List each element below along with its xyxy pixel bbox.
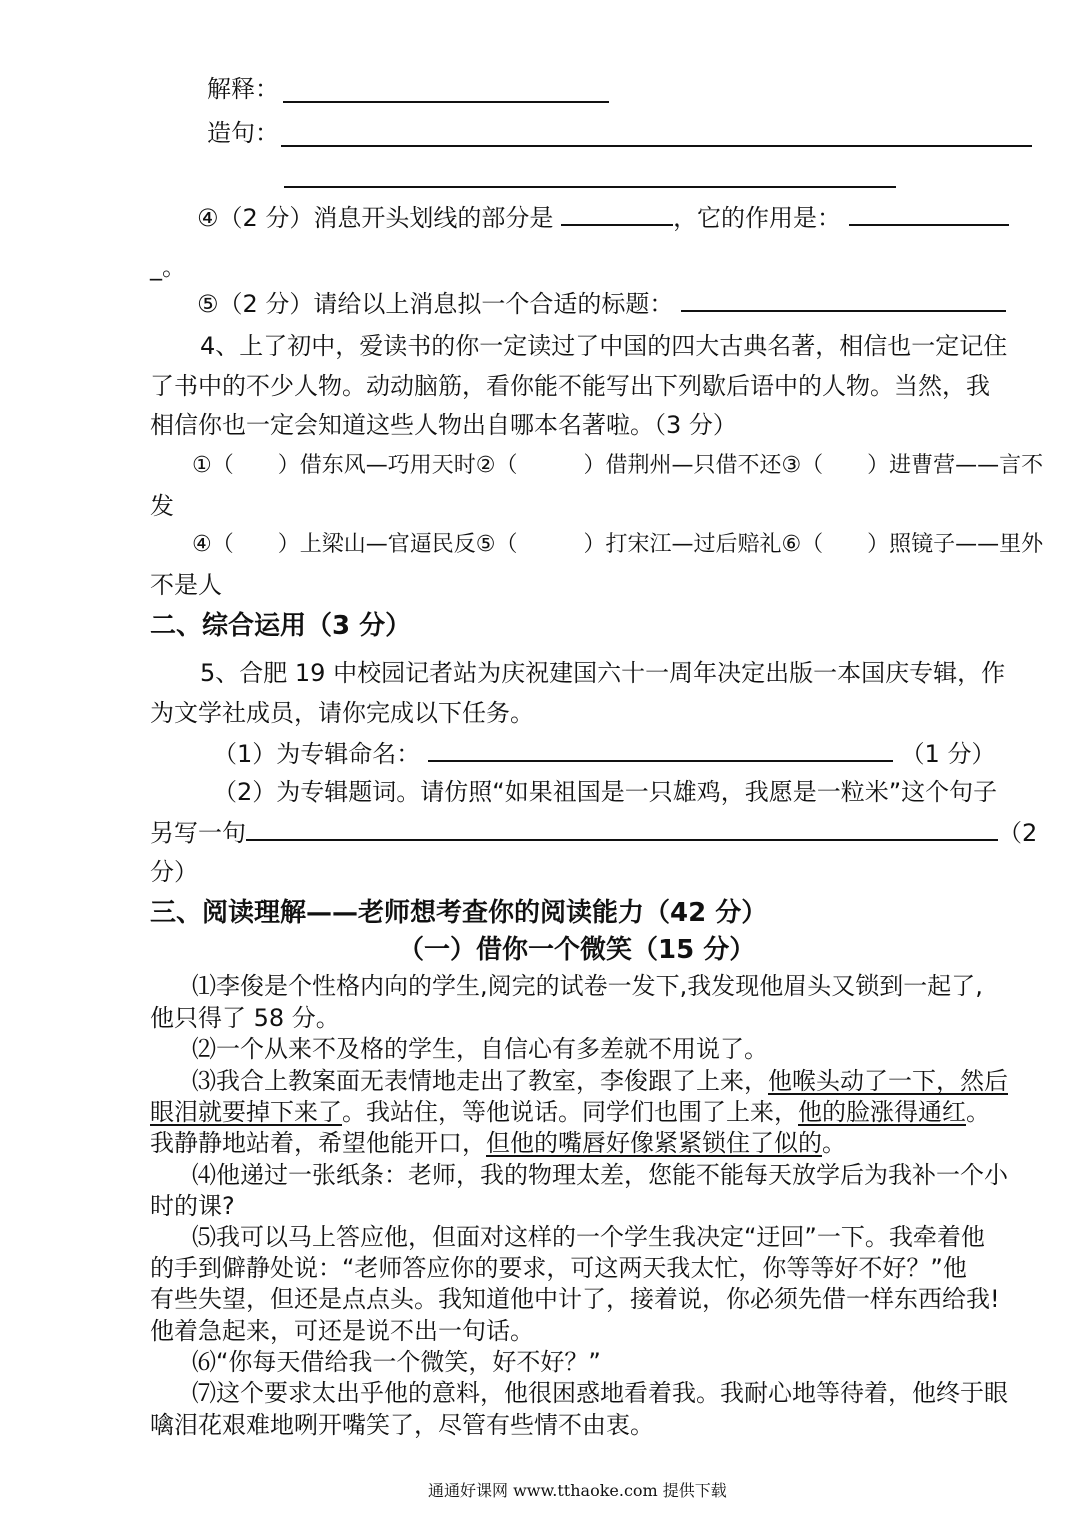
album-name-blank[interactable]: [428, 738, 893, 762]
item4-question: ④（2 分）消息开头划线的部分是 ，它的作用是：: [197, 202, 1009, 233]
q5-sub2-score: 分）: [150, 858, 198, 886]
underlined-sentence-1-end: 眼泪就要掉下来了: [150, 1098, 342, 1126]
paragraph-5-line-3: 有些失望，但还是点点头。我知道他中计了，接着说，你必须先借一样东西给我!: [150, 1285, 1000, 1313]
underlined-sentence-3: 但他的嘴唇好像紧紧锁住了似的: [486, 1129, 822, 1157]
q5-line-1: 5、合肥 19 中校园记者站为庆祝建国六十一周年决定出版一本国庆专辑，作: [200, 659, 1006, 687]
paragraph-4-line-1: ⑷他递过一张纸条：老师，我的物理太差，您能不能每天放学后为我补一个小: [192, 1161, 1008, 1189]
section2-title: 二、综合运用（3 分）: [150, 611, 412, 641]
footer-source: 通通好课网 www.tthaoke.com 提供下载: [428, 1481, 727, 1500]
q4-row-1: ①（ ）借东风—巧用天时②（ ）借荆州—只借不还③（ ）进曹营——言不: [192, 453, 1044, 478]
q5-sub1: （1）为专辑命名： （1 分）: [213, 740, 996, 768]
zaoju-answer-line-1[interactable]: [281, 145, 1032, 147]
jieshi-label: 解释：: [207, 75, 279, 103]
paragraph-5-line-4: 他着急起来，可还是说不出一句话。: [150, 1317, 534, 1345]
paragraph-1-line-1: ⑴李俊是个性格内向的学生,阅完的试卷一发下,我发现他眉头又锁到一起了,: [192, 972, 983, 1000]
item5-question: ⑤（2 分）请给以上消息拟一个合适的标题：: [197, 288, 1006, 319]
q4-line-1: 4、上了初中，爱读书的你一定读过了中国的四大古典名著，相信也一定记住: [200, 332, 1008, 360]
q4-row-2: ④（ ）上梁山—官逼民反⑤（ ）打宋江—过后赔礼⑥（ ）照镜子——里外: [192, 532, 1044, 557]
zaoju-answer-line-2[interactable]: [284, 186, 896, 188]
item5-blank[interactable]: [681, 288, 1006, 312]
q5-line-2: 为文学社成员，请你完成以下任务。: [150, 699, 534, 727]
q4-row-2-cont: 不是人: [150, 571, 222, 599]
underlined-sentence-1: 他喉头动了一下，然后: [768, 1067, 1008, 1095]
item4-blank-1[interactable]: [561, 202, 673, 226]
reading-subtitle: （一）借你一个微笑（15 分）: [398, 935, 756, 965]
item4-continuation: _。: [150, 253, 186, 281]
q4-line-3: 相信你也一定会知道这些人物出自哪本名著啦。（3 分）: [150, 411, 737, 439]
paragraph-7-line-2: 噙泪花艰难地咧开嘴笑了，尽管有些情不由衷。: [150, 1411, 654, 1439]
paragraph-6: ⑹“你每天借给我一个微笑，好不好？”: [192, 1348, 601, 1376]
q4-row-1-cont: 发: [150, 492, 174, 520]
paragraph-3-line-1: ⑶我合上教案面无表情地走出了教室，李俊跟了上来，他喉头动了一下，然后: [192, 1067, 1008, 1095]
underlined-sentence-2: 他的脸涨得通红: [798, 1098, 966, 1126]
section3-title: 三、阅读理解——老师想考查你的阅读能力（42 分）: [150, 898, 768, 928]
paragraph-5-line-1: ⑸我可以马上答应他，但面对这样的一个学生我决定“迂回”一下。我牵着他: [192, 1223, 985, 1251]
q5-sub2-line-2: 另写一句 （2: [150, 819, 1038, 847]
paragraph-7-line-1: ⑺这个要求太出乎他的意料，他很困惑地看着我。我耐心地等待着，他终于眼: [192, 1379, 1008, 1407]
paragraph-4-line-2: 时的课?: [150, 1192, 235, 1220]
item4-blank-2[interactable]: [849, 202, 1009, 226]
paragraph-1-line-2: 他只得了 58 分。: [150, 1004, 340, 1032]
inscription-blank[interactable]: [246, 817, 998, 841]
jieshi-answer-line[interactable]: [283, 101, 609, 103]
paragraph-5-line-2: 的手到僻静处说：“老师答应你的要求，可这两天我太忙，你等等好不好？”他: [150, 1254, 967, 1282]
zaoju-label: 造句：: [207, 119, 279, 147]
paragraph-3-line-3: 我静静地站着，希望他能开口，但他的嘴唇好像紧紧锁住了似的。: [150, 1129, 846, 1157]
q4-line-2: 了书中的不少人物。动动脑筋，看你能不能写出下列歇后语中的人物。当然，我: [150, 372, 990, 400]
paragraph-3-line-2: 眼泪就要掉下来了。我站住，等他说话。同学们也围了上来，他的脸涨得通红。: [150, 1098, 990, 1126]
paragraph-2: ⑵一个从来不及格的学生，自信心有多差就不用说了。: [192, 1035, 768, 1063]
q5-sub2-line-1: （2）为专辑题词。请仿照“如果祖国是一只雄鸡，我愿是一粒米”这个句子: [213, 778, 998, 806]
